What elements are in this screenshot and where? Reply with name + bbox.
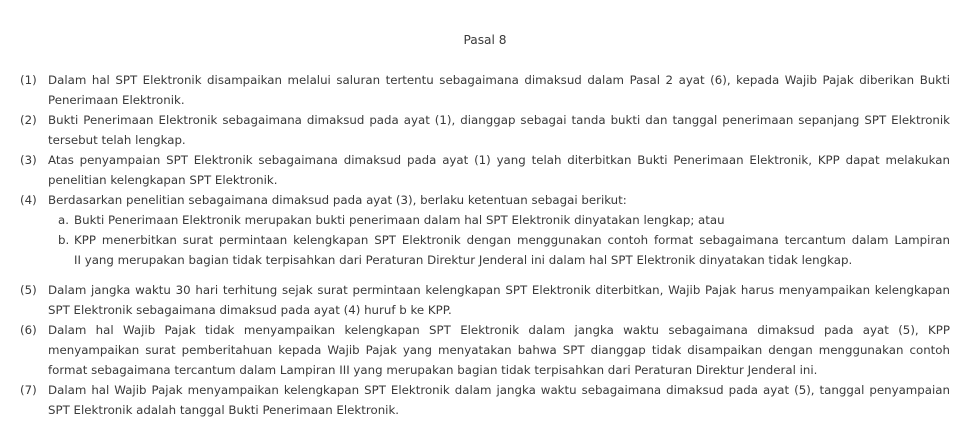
clause-number: (2) <box>20 113 37 127</box>
clause-line: SPT Elektronik sebagaimana dimaksud pada ayat (4) huruf b ke KPP. <box>48 303 452 317</box>
sub-clause-letter: a. <box>58 213 69 227</box>
clause-number: (1) <box>20 73 37 87</box>
sub-clause-line: KPP menerbitkan surat permintaan kelengkapan SPT Elektronik dengan menggunakan contoh format sebagaimana tercantum dalam Lampiran <box>74 233 950 247</box>
clause-6 <box>20 320 950 380</box>
clause-line: Dalam hal Wajib Pajak tidak menyampaikan kelengkapan SPT Elektronik dalam jangka waktu sebagaimana dimaksud pada ayat (5), KPP <box>48 323 950 337</box>
clause-number: (5) <box>20 283 37 297</box>
clause-line: Dalam hal SPT Elektronik disampaikan melalui saluran tertentu sebagaimana dimaksud dalam Pasal 2 ayat (6), kepada Wajib Pajak diberikan Bukti <box>48 73 950 87</box>
clause-text <box>48 280 950 320</box>
article-clauses <box>20 70 950 420</box>
clause-text <box>48 110 950 150</box>
clause-number: (3) <box>20 153 37 167</box>
clause-line: Dalam hal Wajib Pajak menyampaikan kelengkapan SPT Elektronik dalam jangka waktu sebagaimana dimaksud pada ayat (5), tanggal penyampaian <box>48 383 950 397</box>
clause-text <box>48 70 950 110</box>
clause-4 <box>20 190 950 210</box>
clause-7 <box>20 380 950 420</box>
clause-line: Penerimaan Elektronik. <box>48 93 185 107</box>
clause-number: (4) <box>20 193 37 207</box>
sub-clause-letter: b. <box>58 233 70 247</box>
clause-text <box>48 190 950 210</box>
sub-clause-b <box>20 230 950 270</box>
clause-text <box>48 150 950 190</box>
article-title: Pasal 8 <box>463 33 507 47</box>
clause-text <box>48 320 950 380</box>
clause-1 <box>20 70 950 110</box>
clause-line: SPT Elektronik adalah tanggal Bukti Penerimaan Elektronik. <box>48 403 400 417</box>
clause-number: (7) <box>20 383 37 397</box>
clause-number: (6) <box>20 323 37 337</box>
clause-line: Berdasarkan penelitian sebagaimana dimaksud pada ayat (3), berlaku ketentuan sebagai berikut: <box>48 193 627 207</box>
clause-line: menyampaikan surat pemberitahuan kepada Wajib Pajak yang menyatakan bahwa SPT dianggap tidak disampaikan dengan menggunakan contoh <box>48 343 950 357</box>
clause-line: tersebut telah lengkap. <box>48 133 186 147</box>
sub-clause-text <box>74 210 950 230</box>
clause-3 <box>20 150 950 190</box>
clause-text <box>48 380 950 420</box>
clause-2 <box>20 110 950 150</box>
clause-line: Atas penyampaian SPT Elektronik sebagaimana dimaksud pada ayat (1) yang telah diterbitkan Bukti Penerimaan Elektronik, KPP dapat melakukan <box>48 153 950 167</box>
sub-clause-text <box>74 230 950 270</box>
spacer <box>20 270 950 280</box>
sub-clause-line: II yang merupakan bagian tidak terpisahkan dari Peraturan Direktur Jenderal ini dalam hal SPT Elektronik dinyatakan tidak lengkap. <box>74 253 853 267</box>
clause-line: Bukti Penerimaan Elektronik sebagaimana dimaksud pada ayat (1), dianggap sebagai tanda bukti dan tanggal penerimaan sepanjang SPT Elektronik <box>48 113 950 127</box>
sub-clause-a <box>20 210 950 230</box>
clause-line: penelitian kelengkapan SPT Elektronik. <box>48 173 278 187</box>
clause-line: format sebagaimana tercantum dalam Lampiran III yang merupakan bagian tidak terpisahkan dari Peraturan Direktur Jenderal ini. <box>48 363 818 377</box>
sub-clause-line: Bukti Penerimaan Elektronik merupakan bukti penerimaan dalam hal SPT Elektronik dinyatakan lengkap; atau <box>74 213 725 227</box>
clause-5 <box>20 280 950 320</box>
clause-line: Dalam jangka waktu 30 hari terhitung sejak surat permintaan kelengkapan SPT Elektronik diterbitkan, Wajib Pajak harus menyampaikan kelengkapan <box>48 283 950 297</box>
